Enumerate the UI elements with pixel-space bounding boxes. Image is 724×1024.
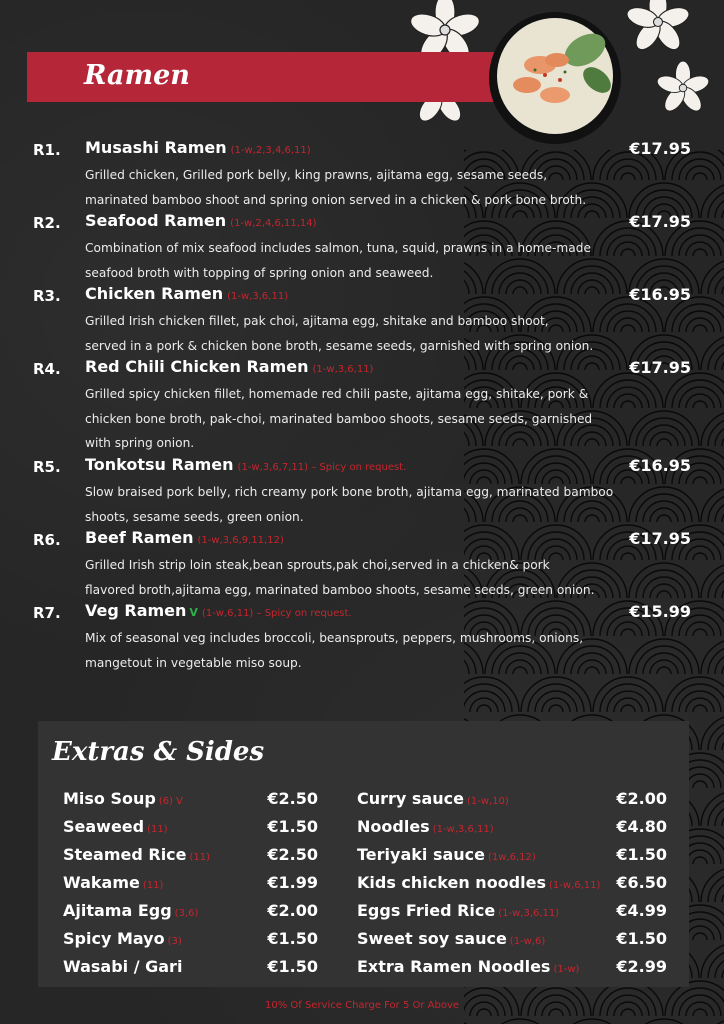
item-name: Beef Ramen xyxy=(85,528,194,547)
side-item xyxy=(357,845,667,873)
side-item-allergens: (3,6) xyxy=(174,908,199,919)
section-title: Ramen xyxy=(84,60,190,91)
item-description-line: flavored broth,ajitama egg, marinated bamboo shoots, sesame seeds, green onion. xyxy=(85,582,595,597)
side-item-price: €6.50 xyxy=(616,873,667,892)
item-description-line: Grilled chicken, Grilled pork belly, king prawns, ajitama egg, sesame seeds, xyxy=(85,168,548,182)
item-allergens: (1-w,2,3,4,6,11) xyxy=(230,145,311,156)
item-heading xyxy=(85,138,311,157)
side-item-allergens: (1-w,3,6,11) xyxy=(432,824,494,835)
item-allergens: (1-w,3,6,7,11) – Spicy on request. xyxy=(237,462,407,473)
side-item-allergens: (1-w,6) xyxy=(509,936,546,947)
side-item xyxy=(63,845,318,873)
item-description-line: Slow braised pork belly, rich creamy pork bone broth, ajitama egg, marinated bamboo xyxy=(85,485,614,499)
side-item-price: €1.50 xyxy=(616,845,667,864)
side-item-name: Noodles xyxy=(357,817,430,836)
item-description-line: marinated bamboo shoot and spring onion served in a chicken & pork bone broth. xyxy=(85,192,587,207)
side-item-price: €2.50 xyxy=(267,789,318,808)
side-item-name: Ajitama Egg xyxy=(63,901,172,920)
item-heading xyxy=(85,455,406,474)
item-heading xyxy=(85,357,373,376)
side-item-name: Extra Ramen Noodles xyxy=(357,957,551,976)
side-item-allergens: (1-w) xyxy=(553,964,580,975)
side-item-name: Sweet soy sauce xyxy=(357,929,507,948)
item-description-line: seafood broth with topping of spring onion and seaweed. xyxy=(85,265,434,280)
item-description-line: with spring onion. xyxy=(85,436,195,450)
side-item-allergens: (1-w,6,11) xyxy=(548,880,601,891)
side-item-price: €1.50 xyxy=(267,817,318,836)
item-heading xyxy=(85,211,317,230)
item-allergens: (1-w,2,4,6,11,14) xyxy=(230,218,317,229)
side-item-price: €1.50 xyxy=(616,929,667,948)
side-item-name: Kids chicken noodles xyxy=(357,873,546,892)
side-item-allergens: (1-w,10) xyxy=(466,796,509,807)
item-code: R2. xyxy=(33,214,61,232)
item-code: R1. xyxy=(33,141,61,159)
item-description xyxy=(85,382,685,456)
side-item xyxy=(357,901,667,929)
side-item xyxy=(357,817,667,845)
side-item-price: €2.00 xyxy=(267,901,318,920)
item-description xyxy=(85,626,685,675)
item-code: R5. xyxy=(33,458,61,476)
side-item-allergens: (11) xyxy=(142,880,164,891)
item-heading xyxy=(85,601,352,620)
item-description-line: chicken bone broth, pak-choi, marinated bamboo shoots, sesame seeds, garnished xyxy=(85,411,593,426)
item-name: Tonkotsu Ramen xyxy=(85,455,234,474)
item-allergens: (1-w,6,11) – Spicy on request. xyxy=(201,608,352,619)
side-item-price: €2.00 xyxy=(616,789,667,808)
item-price: €17.95 xyxy=(629,529,691,548)
side-item-name: Steamed Rice xyxy=(63,845,187,864)
side-item-allergens: (11) xyxy=(147,824,168,835)
item-description xyxy=(85,309,685,358)
side-item xyxy=(63,817,318,845)
item-name: Veg Ramen xyxy=(85,601,187,620)
side-item-price: €2.50 xyxy=(267,845,318,864)
item-description-line: Mix of seasonal veg includes broccoli, beansprouts, peppers, mushrooms, onions, xyxy=(85,631,584,645)
item-name: Seafood Ramen xyxy=(85,211,227,230)
side-item-allergens: (1-w,3,6,11) xyxy=(498,908,560,919)
item-description-line: shoots, sesame seeds, green onion. xyxy=(85,509,304,524)
side-item-price: €1.99 xyxy=(267,873,318,892)
side-item-name: Eggs Fried Rice xyxy=(357,901,496,920)
side-item xyxy=(357,789,667,817)
item-description-line: Grilled Irish strip loin steak,bean sprouts,pak choi,served in a chicken& pork xyxy=(85,558,550,572)
item-code: R4. xyxy=(33,360,61,378)
item-code: R3. xyxy=(33,287,61,305)
side-item xyxy=(357,929,667,957)
item-price: €17.95 xyxy=(629,139,691,158)
item-description-line: Combination of mix seafood includes salmon, tuna, squid, prawns in a home-made xyxy=(85,241,591,255)
item-name: Musashi Ramen xyxy=(85,138,227,157)
item-allergens: (1-w,3,6,11) xyxy=(227,291,289,302)
side-item-name: Curry sauce xyxy=(357,789,464,808)
side-item xyxy=(63,789,318,817)
item-price: €17.95 xyxy=(629,358,691,377)
side-item xyxy=(63,873,318,901)
item-heading xyxy=(85,528,284,547)
side-item-name: Wasabi / Gari xyxy=(63,957,183,976)
item-price: €16.95 xyxy=(629,456,691,475)
item-heading xyxy=(85,284,288,303)
item-description xyxy=(85,236,685,285)
item-description xyxy=(85,553,685,602)
side-item-price: €1.50 xyxy=(267,929,318,948)
item-allergens: (1-w,3,6,11) xyxy=(312,364,374,375)
side-item-name: Spicy Mayo xyxy=(63,929,165,948)
side-item-name: Miso Soup xyxy=(63,789,156,808)
vegetarian-badge: V xyxy=(189,606,198,619)
extras-right-column xyxy=(357,789,667,985)
item-price: €17.95 xyxy=(629,212,691,231)
extras-left-column xyxy=(63,789,318,985)
side-item-name: Wakame xyxy=(63,873,140,892)
extras-title: Extras & Sides xyxy=(52,737,265,767)
item-description-line: Grilled Irish chicken fillet, pak choi, ajitama egg, shitake and bamboo shoot, xyxy=(85,314,549,328)
side-item xyxy=(357,873,667,901)
side-item-price: €4.80 xyxy=(616,817,667,836)
side-item-price: €1.50 xyxy=(267,957,318,976)
item-description-line: mangetout in vegetable miso soup. xyxy=(85,655,302,670)
item-description-line: served in a pork & chicken bone broth, sesame seeds, garnished with spring onion. xyxy=(85,338,594,353)
extras-panel xyxy=(38,721,689,987)
item-name: Red Chili Chicken Ramen xyxy=(85,357,309,376)
item-code: R7. xyxy=(33,604,61,622)
item-code: R6. xyxy=(33,531,61,549)
ramen-bowl-image xyxy=(465,10,645,146)
side-item-price: €4.99 xyxy=(616,901,667,920)
vegetarian-badge: V xyxy=(176,796,183,807)
side-item-allergens: (3) xyxy=(167,936,182,947)
side-item-name: Teriyaki sauce xyxy=(357,845,485,864)
side-item xyxy=(63,929,318,957)
item-description xyxy=(85,480,685,529)
side-item-allergens: (6) xyxy=(158,796,174,807)
side-item xyxy=(63,957,318,985)
item-description-line: Grilled spicy chicken fillet, homemade red chili paste, ajitama egg, shitake, pork & xyxy=(85,387,589,401)
item-allergens: (1-w,3,6,9,11,12) xyxy=(197,535,284,546)
service-charge-note: 10% Of Service Charge For 5 Or Above xyxy=(264,1000,460,1011)
side-item-allergens: (11) xyxy=(189,852,211,863)
side-item-price: €2.99 xyxy=(616,957,667,976)
side-item-name: Seaweed xyxy=(63,817,145,836)
side-item-allergens: (1w,6,12) xyxy=(487,852,536,863)
item-price: €16.95 xyxy=(629,285,691,304)
item-description xyxy=(85,163,685,212)
item-name: Chicken Ramen xyxy=(85,284,224,303)
side-item xyxy=(357,957,667,985)
side-item xyxy=(63,901,318,929)
item-price: €15.99 xyxy=(629,602,691,621)
